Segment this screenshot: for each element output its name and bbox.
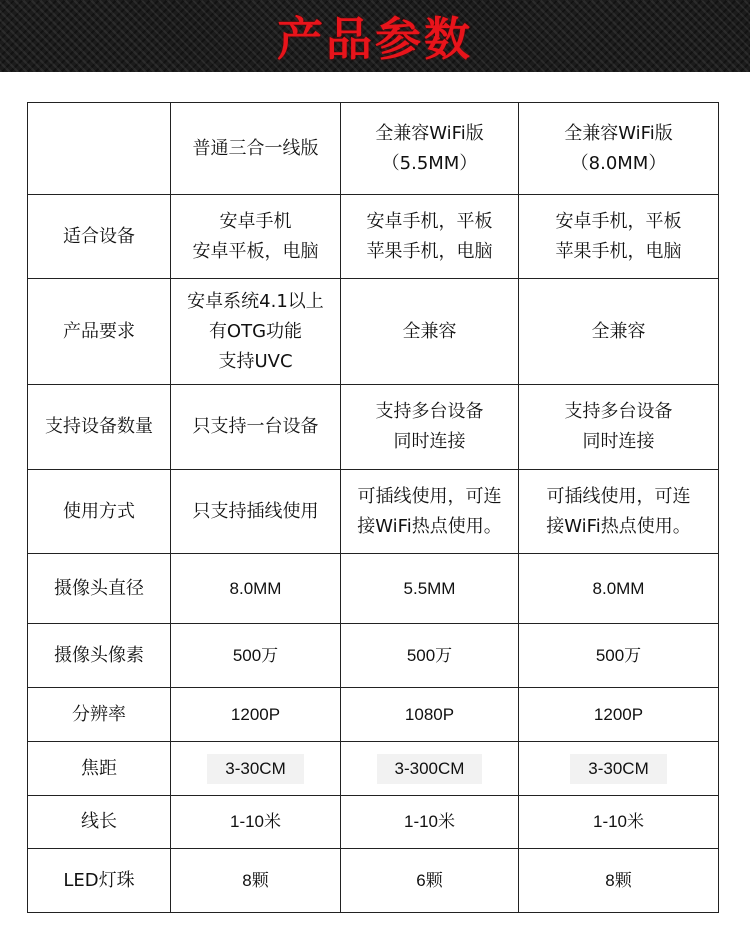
table-cell: 500万 xyxy=(341,624,519,688)
table-cell: 全兼容 xyxy=(341,279,519,385)
header-cell-empty xyxy=(28,103,171,195)
table-cell: 8.0MM xyxy=(171,554,341,624)
row-label: LED灯珠 xyxy=(28,849,171,913)
table-row xyxy=(28,849,719,913)
banner xyxy=(0,0,750,72)
row-label: 分辨率 xyxy=(28,688,171,742)
row-label: 支持设备数量 xyxy=(28,385,171,470)
table-cell: 1080P xyxy=(341,688,519,742)
header-cell: 全兼容WiFi版 （8.0MM） xyxy=(519,103,719,195)
table-cell: 8颗 xyxy=(519,849,719,913)
table-row xyxy=(28,279,719,385)
table-cell xyxy=(171,742,341,796)
table-cell: 500万 xyxy=(171,624,341,688)
row-label: 焦距 xyxy=(28,742,171,796)
table-row xyxy=(28,624,719,688)
row-label: 使用方式 xyxy=(28,470,171,554)
table-cell: 只支持一台设备 xyxy=(171,385,341,470)
table-cell: 1-10米 xyxy=(519,796,719,849)
table-row xyxy=(28,742,719,796)
table-row xyxy=(28,470,719,554)
table-cell: 8.0MM xyxy=(519,554,719,624)
banner-title: 产品参数 xyxy=(277,12,473,66)
table-header-row xyxy=(28,103,719,195)
table-cell: 1-10米 xyxy=(341,796,519,849)
spec-table xyxy=(27,102,719,913)
table-cell: 支持多台设备 同时连接 xyxy=(519,385,719,470)
table-cell: 6颗 xyxy=(341,849,519,913)
row-label: 产品要求 xyxy=(28,279,171,385)
table-cell xyxy=(341,742,519,796)
table-row xyxy=(28,385,719,470)
table-cell: 安卓手机，平板 苹果手机，电脑 xyxy=(519,195,719,279)
header-cell: 普通三合一线版 xyxy=(171,103,341,195)
cell-value: 3-30CM xyxy=(207,754,303,784)
header-cell: 全兼容WiFi版 （5.5MM） xyxy=(341,103,519,195)
table-cell: 8颗 xyxy=(171,849,341,913)
table-cell: 安卓手机，平板 苹果手机，电脑 xyxy=(341,195,519,279)
table-cell: 可插线使用，可连 接WiFi热点使用。 xyxy=(519,470,719,554)
table-cell: 1200P xyxy=(171,688,341,742)
row-label: 适合设备 xyxy=(28,195,171,279)
table-row xyxy=(28,554,719,624)
table-cell: 5.5MM xyxy=(341,554,519,624)
table-row xyxy=(28,796,719,849)
table-row xyxy=(28,195,719,279)
cell-value: 3-300CM xyxy=(377,754,483,784)
cell-value: 3-30CM xyxy=(570,754,666,784)
table-cell: 全兼容 xyxy=(519,279,719,385)
table-cell: 500万 xyxy=(519,624,719,688)
table-cell: 1-10米 xyxy=(171,796,341,849)
table-cell: 可插线使用，可连 接WiFi热点使用。 xyxy=(341,470,519,554)
row-label: 线长 xyxy=(28,796,171,849)
table-cell: 支持多台设备 同时连接 xyxy=(341,385,519,470)
table-cell: 只支持插线使用 xyxy=(171,470,341,554)
table-cell xyxy=(519,742,719,796)
row-label: 摄像头像素 xyxy=(28,624,171,688)
table-row xyxy=(28,688,719,742)
table-cell: 1200P xyxy=(519,688,719,742)
table-cell: 安卓系统4.1以上 有OTG功能 支持UVC xyxy=(171,279,341,385)
table-cell: 安卓手机 安卓平板，电脑 xyxy=(171,195,341,279)
row-label: 摄像头直径 xyxy=(28,554,171,624)
